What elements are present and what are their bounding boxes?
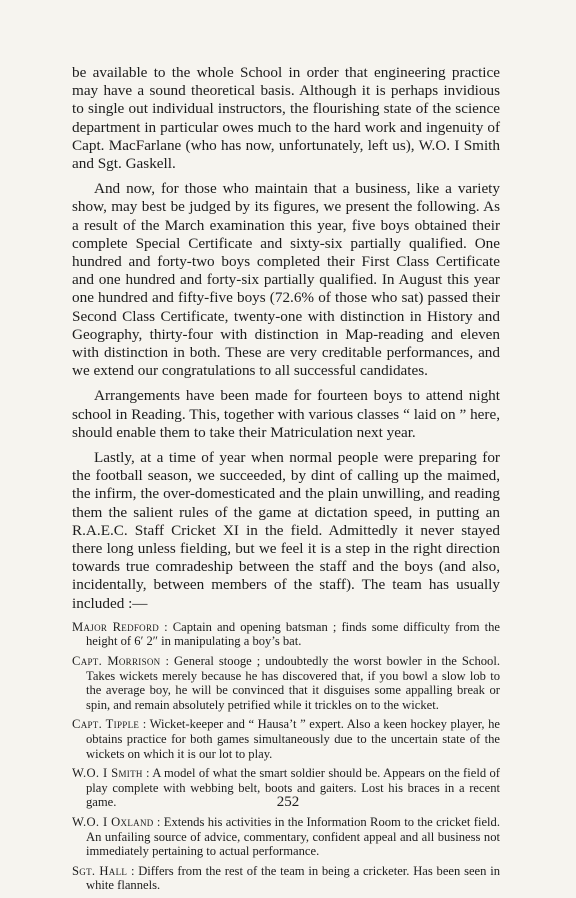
team-member-description: : General stooge ; undoubtedly the worst bowler in the School. Takes wickets merely because he has discovered that, if you bowl a slow lob to the average boy, he will be convinced that it disguises some appalling break or spin, and remain absolutely petrified while it trickles on to the wicket. bbox=[86, 654, 501, 712]
team-member-entry bbox=[72, 620, 500, 649]
team-member-name: Major Redford bbox=[72, 619, 160, 634]
team-member-name: Capt. Morrison bbox=[72, 654, 161, 669]
team-member-name: Sgt. Hall bbox=[72, 863, 128, 878]
paragraph-night-school: Arrangements have been made for fourteen boys to attend night school in Reading. This, together with various classes “ laid on ” here, should enable them to take their Matriculation next year. bbox=[72, 387, 500, 441]
team-member-description: : Wicket-keeper and “ Hausa’t ” expert. Also a keen hockey player, he obtains practice for both games simultaneously due to the uncertain state of the wickets on which it is our lot to play. bbox=[86, 717, 500, 761]
team-member-name: W.O. I Oxland bbox=[72, 815, 154, 830]
paragraph-results: And now, for those who maintain that a business, like a variety show, may best be judged by its figures, we present the following. As a result of the March examination this year, five boys obtained their complete Special Certificate and sixty-six partially qualified. One hundred and forty-two boys completed their First Class Certificate and one hundred and forty-six partially qualified. In August this year one hundred and fifty-five boys (72.6% of those who sat) passed their Second Class Certificate, twenty-one with distinction in History and Geography, thirty-four with distinction in Map-reading and eleven with distinction in both. These are very creditable performances, and we extend our congratulations to all successful candidates. bbox=[72, 180, 500, 380]
team-member-description: : Captain and opening batsman ; finds some difficulty from the height of 6′ 2″ in manipulating a boy’s bat. bbox=[86, 619, 500, 649]
team-member-name: Capt. Tipple bbox=[72, 717, 140, 732]
team-member-entry bbox=[72, 717, 500, 761]
paragraph-cricket: Lastly, at a time of year when normal people were preparing for the football season, we succeeded, by dint of calling up the maimed, the infirm, the over-domesticated and the plain unwilling, and reading them the salient rules of the game at dictation speed, in putting an R.A.E.C. Staff Cricket XI in the field. Admittedly it never stayed there long unless fielding, but we feel it is a step in the right direction towards true comradeship between the staff and the boys (and also, incidentally, between members of the staff). The team has usually included :— bbox=[72, 449, 500, 612]
text-column bbox=[72, 64, 500, 898]
team-member-name: W.O. I Smith bbox=[72, 766, 143, 781]
team-member-description: : Differs from the rest of the team in being a cricketer. Has been seen in white flannels. bbox=[86, 863, 500, 893]
page-number: 252 bbox=[276, 794, 300, 810]
team-member-entry bbox=[72, 654, 500, 712]
team-member-list bbox=[72, 620, 500, 893]
team-member-description: : A model of what the smart soldier should be. Appears on the field of play complete with webbing belt, boots and gaiters. Lost his braces in a recent game. bbox=[86, 766, 500, 810]
team-member-entry bbox=[72, 815, 500, 859]
team-member-entry bbox=[72, 864, 500, 893]
team-member-description: : Extends his activities in the Information Room to the cricket field. An unfailing source of advice, commentary, confident appeal and all business not immediately pertaining to actual performance. bbox=[86, 815, 500, 859]
paragraph-continuation: be available to the whole School in order that engineering practice may have a sound theoretical basis. Although it is perhaps invidious to single out individual instructors, the flourishing state of the science department in particular owes much to the hard work and ingenuity of Capt. MacFarlane (who has now, unfortunately, left us), W.O. I Smith and Sgt. Gaskell. bbox=[72, 64, 500, 173]
